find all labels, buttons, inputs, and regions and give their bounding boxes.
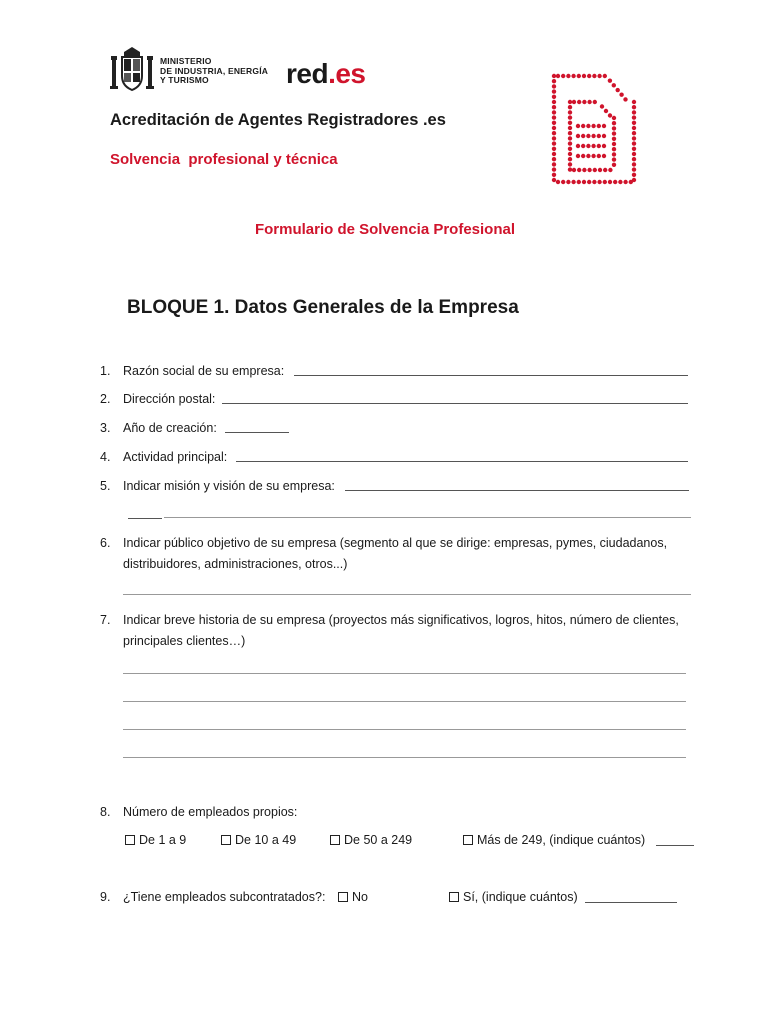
option-1-to-9[interactable] bbox=[125, 833, 186, 847]
logo-dot bbox=[572, 168, 576, 172]
question-number: 9. bbox=[100, 890, 111, 904]
logo-dot bbox=[572, 100, 576, 104]
question-number: 1. bbox=[100, 364, 111, 378]
logo-dot bbox=[581, 144, 585, 148]
logo-dot bbox=[582, 168, 586, 172]
logo-dot bbox=[552, 74, 556, 78]
logo-dot bbox=[591, 134, 595, 138]
logo-dot bbox=[597, 144, 601, 148]
option-label: Más de 249, (indique cuántos) bbox=[477, 833, 646, 847]
logo-dot bbox=[612, 152, 616, 156]
logo-dot bbox=[568, 152, 572, 156]
brand-logo bbox=[286, 58, 366, 90]
question-number: 8. bbox=[100, 805, 111, 819]
logo-dot bbox=[568, 157, 572, 161]
question-label: ¿Tiene empleados subcontratados?: bbox=[123, 890, 326, 904]
logo-dot bbox=[581, 134, 585, 138]
question-label: Actividad principal: bbox=[123, 450, 228, 464]
logo-dot bbox=[612, 142, 616, 146]
logo-dot bbox=[566, 180, 570, 184]
logo-dot bbox=[568, 147, 572, 151]
logo-dot bbox=[632, 100, 636, 104]
ministry-name bbox=[160, 57, 268, 86]
logo-dot bbox=[632, 121, 636, 125]
question-number: 3. bbox=[100, 421, 111, 435]
logo-dot bbox=[568, 162, 572, 166]
logo-dot bbox=[608, 78, 612, 82]
logo-dot bbox=[632, 162, 636, 166]
option-label: Sí, (indique cuántos) bbox=[463, 890, 578, 904]
logo-dot bbox=[597, 154, 601, 158]
logo-dot bbox=[587, 180, 591, 184]
checkbox[interactable] bbox=[338, 892, 348, 902]
logo-dot bbox=[552, 157, 556, 161]
logo-dot bbox=[552, 178, 556, 182]
page-title: Acreditación de Agentes Registradores .es bbox=[110, 111, 446, 129]
logo-dot bbox=[612, 147, 616, 151]
answer-line[interactable] bbox=[236, 461, 688, 462]
logo-dot bbox=[561, 180, 565, 184]
logo-dot bbox=[632, 167, 636, 171]
logo-dot bbox=[577, 74, 581, 78]
logo-dot bbox=[586, 154, 590, 158]
logo-dot bbox=[568, 115, 572, 119]
logo-dot bbox=[561, 74, 565, 78]
answer-line[interactable] bbox=[656, 845, 694, 846]
question-label: Indicar público objetivo de su empresa (segmento al que se dirige: empresas, pymes, ciudadanos, bbox=[123, 536, 668, 550]
logo-dot bbox=[618, 180, 622, 184]
logo-dot bbox=[582, 100, 586, 104]
logo-dot bbox=[632, 157, 636, 161]
logo-dot bbox=[619, 93, 623, 97]
logo-dot bbox=[552, 162, 556, 166]
option-label: No bbox=[352, 890, 368, 904]
logo-dot bbox=[568, 110, 572, 114]
logo-dot bbox=[552, 100, 556, 104]
form-title: Formulario de Solvencia Profesional bbox=[254, 221, 516, 238]
logo-dot bbox=[597, 180, 601, 184]
option-label: De 10 a 49 bbox=[235, 833, 297, 847]
logo-dot bbox=[623, 180, 627, 184]
logo-dot bbox=[587, 168, 591, 172]
block-title: BLOQUE 1. Datos Generales de la Empresa bbox=[127, 297, 519, 318]
logo-dot bbox=[608, 113, 612, 117]
logo-dot bbox=[623, 97, 627, 101]
logo-dot bbox=[612, 157, 616, 161]
answer-line[interactable] bbox=[225, 432, 289, 433]
question-label: Indicar breve historia de su empresa (proyectos más significativos, logros, hitos, número de clientes, bbox=[123, 613, 679, 627]
logo-dot bbox=[556, 180, 560, 184]
logo-dot bbox=[576, 154, 580, 158]
logo-dot bbox=[556, 74, 560, 78]
logo-dot bbox=[632, 147, 636, 151]
logo-dot bbox=[552, 131, 556, 135]
logo-dot bbox=[568, 141, 572, 145]
logo-dot bbox=[602, 124, 606, 128]
logo-dot bbox=[632, 131, 636, 135]
logo-dot bbox=[632, 115, 636, 119]
question-label: Año de creación: bbox=[123, 421, 217, 435]
option-10-to-49[interactable] bbox=[221, 833, 296, 847]
logo-dot bbox=[591, 154, 595, 158]
logo-dot bbox=[552, 95, 556, 99]
logo-dot bbox=[608, 180, 612, 184]
logo-dot bbox=[632, 152, 636, 156]
logo-dot bbox=[576, 134, 580, 138]
logo-dot bbox=[552, 147, 556, 151]
question-number: 6. bbox=[100, 536, 111, 550]
ministry-line-2: DE INDUSTRIA, ENERGÍA bbox=[160, 65, 269, 76]
logo-dot bbox=[552, 89, 556, 93]
option-no[interactable] bbox=[338, 890, 368, 904]
logo-dot bbox=[597, 74, 601, 78]
logo-dot bbox=[612, 137, 616, 141]
question-number: 4. bbox=[100, 450, 111, 464]
logo-dot bbox=[608, 168, 612, 172]
answer-line[interactable] bbox=[123, 701, 686, 702]
logo-dot bbox=[582, 74, 586, 78]
logo-dot bbox=[587, 100, 591, 104]
ministry-line-3: Y TURISMO bbox=[160, 75, 209, 85]
logo-dot bbox=[568, 136, 572, 140]
logo-dot bbox=[582, 180, 586, 184]
logo-dot bbox=[552, 115, 556, 119]
logo-dot bbox=[586, 144, 590, 148]
logo-dot bbox=[586, 134, 590, 138]
logo-dot bbox=[598, 168, 602, 172]
logo-dot bbox=[571, 180, 575, 184]
logo-dot bbox=[586, 124, 590, 128]
checkbox[interactable] bbox=[449, 892, 459, 902]
option-label: De 50 a 249 bbox=[344, 833, 413, 847]
logo-dot bbox=[552, 152, 556, 156]
logo-dot bbox=[603, 180, 607, 184]
logo-dot bbox=[577, 168, 581, 172]
answer-line[interactable] bbox=[222, 403, 688, 404]
logo-dot bbox=[552, 121, 556, 125]
logo-dot bbox=[552, 84, 556, 88]
question-label: Razón social de su empresa: bbox=[123, 364, 285, 378]
question-number: 7. bbox=[100, 613, 111, 627]
logo-dot bbox=[552, 79, 556, 83]
question-label: Número de empleados propios: bbox=[123, 805, 298, 819]
logo-dot bbox=[571, 74, 575, 78]
logo-dot bbox=[552, 136, 556, 140]
logo-dot bbox=[612, 116, 616, 120]
answer-line[interactable] bbox=[123, 757, 686, 758]
logo-dot bbox=[597, 124, 601, 128]
answer-line[interactable] bbox=[123, 594, 691, 595]
logo-dot bbox=[600, 104, 604, 108]
logo-dot bbox=[568, 131, 572, 135]
answer-line[interactable] bbox=[128, 518, 162, 519]
logo-dot bbox=[616, 88, 620, 92]
logo-dot bbox=[593, 168, 597, 172]
question-label: Dirección postal: bbox=[123, 392, 216, 406]
logo-dot bbox=[568, 105, 572, 109]
logo-dot bbox=[552, 141, 556, 145]
logo-dot bbox=[591, 124, 595, 128]
logo-dot bbox=[612, 121, 616, 125]
logo-dot bbox=[603, 74, 607, 78]
logo-dot bbox=[632, 126, 636, 130]
logo-dot bbox=[602, 134, 606, 138]
logo-dot bbox=[576, 124, 580, 128]
logo-dot bbox=[587, 74, 591, 78]
logo-dot bbox=[577, 180, 581, 184]
logo-dot bbox=[632, 141, 636, 145]
logo-dot bbox=[591, 144, 595, 148]
ministry-line-1: MINISTERIO bbox=[160, 56, 212, 66]
answer-line[interactable] bbox=[123, 729, 686, 730]
question-label-continued: principales clientes…) bbox=[123, 634, 246, 648]
logo-dot bbox=[632, 110, 636, 114]
logo-dot bbox=[612, 126, 616, 130]
logo-dot bbox=[576, 144, 580, 148]
logo-dot bbox=[597, 134, 601, 138]
logo-dot bbox=[612, 83, 616, 87]
logo-dot bbox=[602, 144, 606, 148]
brand-suffix: .es bbox=[328, 58, 366, 89]
answer-line[interactable] bbox=[164, 517, 691, 518]
question-label: Indicar misión y visión de su empresa: bbox=[123, 479, 335, 493]
question-number: 2. bbox=[100, 392, 111, 406]
question-number: 5. bbox=[100, 479, 111, 493]
checkbox[interactable] bbox=[463, 835, 473, 845]
logo-dot bbox=[552, 173, 556, 177]
checkbox[interactable] bbox=[221, 835, 231, 845]
logo-dot bbox=[612, 131, 616, 135]
logo-dot bbox=[602, 154, 606, 158]
answer-line[interactable] bbox=[294, 375, 688, 376]
checkbox[interactable] bbox=[330, 835, 340, 845]
checkbox[interactable] bbox=[125, 835, 135, 845]
coat-of-arms-icon bbox=[110, 46, 154, 94]
logo-dot bbox=[552, 126, 556, 130]
logo-dot bbox=[566, 74, 570, 78]
logo-dot bbox=[552, 105, 556, 109]
option-more-than-249[interactable] bbox=[463, 833, 645, 847]
logo-dot bbox=[568, 121, 572, 125]
logo-dot bbox=[592, 180, 596, 184]
logo-dot bbox=[632, 136, 636, 140]
logo-dot bbox=[593, 100, 597, 104]
logo-dot bbox=[632, 173, 636, 177]
logo-dot bbox=[568, 126, 572, 130]
answer-line[interactable] bbox=[345, 490, 689, 491]
logo-dot bbox=[581, 154, 585, 158]
logo-dot bbox=[592, 74, 596, 78]
logo-dot bbox=[629, 180, 633, 184]
page-subtitle: Solvencia profesional y técnica bbox=[110, 151, 338, 168]
option-50-to-249[interactable] bbox=[330, 833, 412, 847]
logo-dot bbox=[568, 167, 572, 171]
answer-line[interactable] bbox=[585, 902, 677, 903]
question-label-continued: distribuidores, administraciones, otros...) bbox=[123, 557, 348, 571]
logo-dot bbox=[613, 180, 617, 184]
logo-dot bbox=[612, 163, 616, 167]
brand-name: red bbox=[286, 58, 329, 89]
option-label: De 1 a 9 bbox=[139, 833, 187, 847]
logo-dot bbox=[568, 100, 572, 104]
dotted-document-icon bbox=[548, 70, 640, 190]
logo-dot bbox=[577, 100, 581, 104]
logo-dot bbox=[552, 110, 556, 114]
logo-dot bbox=[581, 124, 585, 128]
logo-dot bbox=[604, 109, 608, 113]
logo-dot bbox=[603, 168, 607, 172]
answer-line[interactable] bbox=[123, 673, 686, 674]
logo-dot bbox=[632, 105, 636, 109]
logo-dot bbox=[552, 167, 556, 171]
option-yes[interactable] bbox=[449, 890, 578, 904]
